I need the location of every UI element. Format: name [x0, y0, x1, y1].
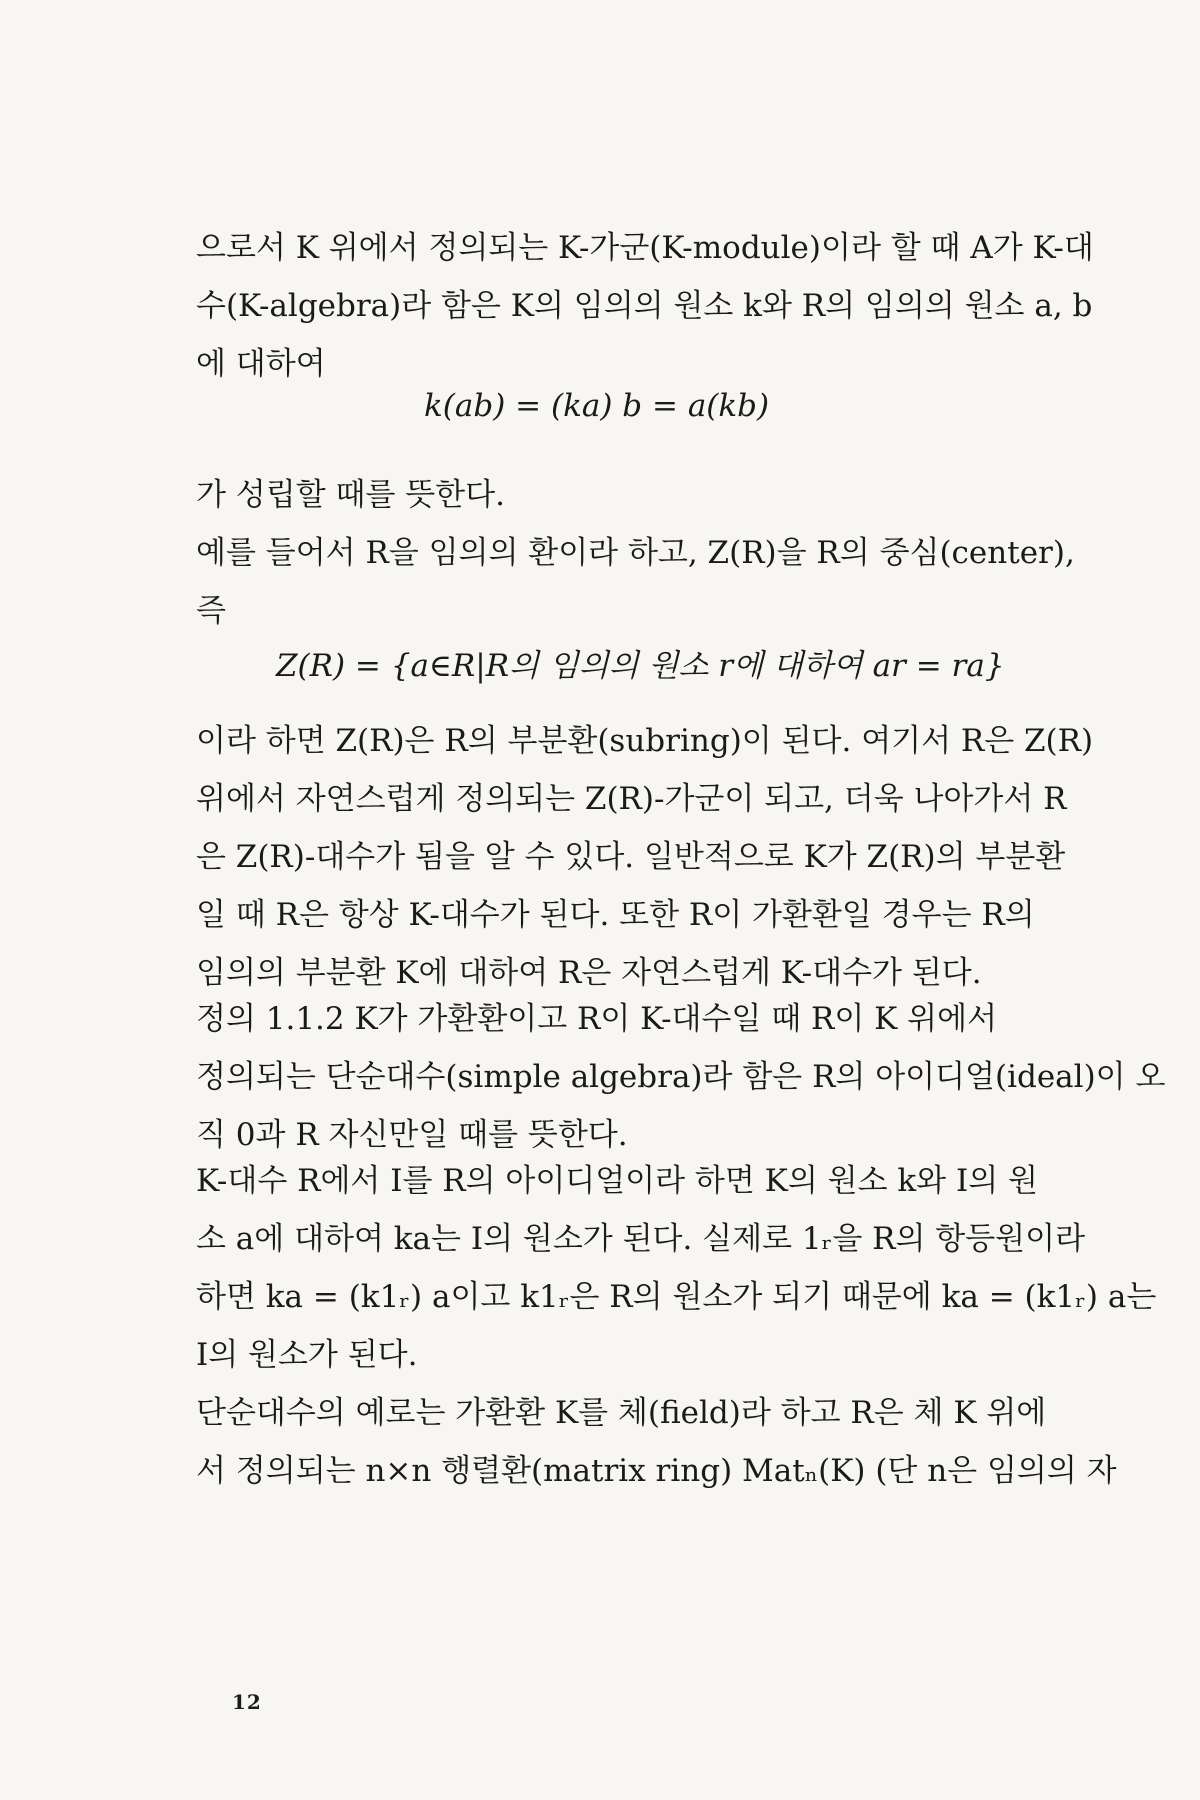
paragraph-subring [196, 712, 1094, 1002]
text-line: 일 때 R은 항상 K-대수가 된다. 또한 R이 가환환일 경우는 R의 [196, 897, 1035, 933]
text-line: 위에서 자연스럽게 정의되는 Z(R)-가군이 되고, 더욱 나아가서 R [196, 781, 1067, 817]
text-line: I의 원소가 된다. [196, 1337, 418, 1373]
text-line: 정의 1.1.2 K가 가환환이고 R이 K-대수일 때 R이 K 위에서 [196, 1001, 998, 1037]
equation-associativity: k(ab) = (ka) b = a(kb) [424, 388, 770, 424]
text-line: 단순대수의 예로는 가환환 K를 체(field)라 하고 R은 체 K 위에 [196, 1395, 1047, 1431]
text-line: 예를 들어서 R을 임의의 환이라 하고, Z(R)을 R의 중심(center), [196, 535, 1075, 571]
equation-center: Z(R) = {a∈R|R의 임의의 원소 r에 대하여 ar = ra} [276, 648, 1005, 684]
text-line: 즉 [196, 593, 226, 629]
text-line: 수(K-algebra)라 함은 K의 임의의 원소 k와 R의 임의의 원소 a, b [196, 288, 1093, 324]
text-line: 임의의 부분환 K에 대하여 R은 자연스럽게 K-대수가 된다. [196, 955, 982, 991]
text-line: 은 Z(R)-대수가 됨을 알 수 있다. 일반적으로 K가 Z(R)의 부분환 [196, 839, 1066, 875]
text-line: K-대수 R에서 I를 R의 아이디얼이라 하면 K의 원소 k와 I의 원 [196, 1163, 1038, 1199]
text-line: 소 a에 대하여 ka는 I의 원소가 된다. 실제로 1ᵣ을 R의 항등원이라 [196, 1221, 1086, 1257]
paragraph-algebra-definition [196, 219, 1094, 393]
page-number: 12 [232, 1690, 262, 1714]
text-line: 가 성립할 때를 뜻한다. [196, 477, 505, 513]
text-line: 에 대하여 [196, 346, 326, 382]
paragraph-center-example [196, 466, 1075, 640]
text-line: 으로서 K 위에서 정의되는 K-가군(K-module)이라 할 때 A가 K-대 [196, 230, 1094, 266]
text-line: 이라 하면 Z(R)은 R의 부분환(subring)이 된다. 여기서 R은 Z(R) [196, 723, 1094, 759]
text-line: 직 0과 R 자신만일 때를 뜻한다. [196, 1117, 628, 1153]
definition-1-1-2 [196, 990, 1166, 1164]
paragraph-ideal [196, 1152, 1157, 1500]
text-line: 하면 ka = (k1ᵣ) a이고 k1ᵣ은 R의 원소가 되기 때문에 ka = (k1ᵣ) a는 [196, 1279, 1157, 1315]
text-line: 서 정의되는 n×n 행렬환(matrix ring) Matₙ(K) (단 n은 임의의 자 [196, 1453, 1117, 1489]
text-line: 정의되는 단순대수(simple algebra)라 함은 R의 아이디얼(ideal)이 오 [196, 1059, 1166, 1095]
